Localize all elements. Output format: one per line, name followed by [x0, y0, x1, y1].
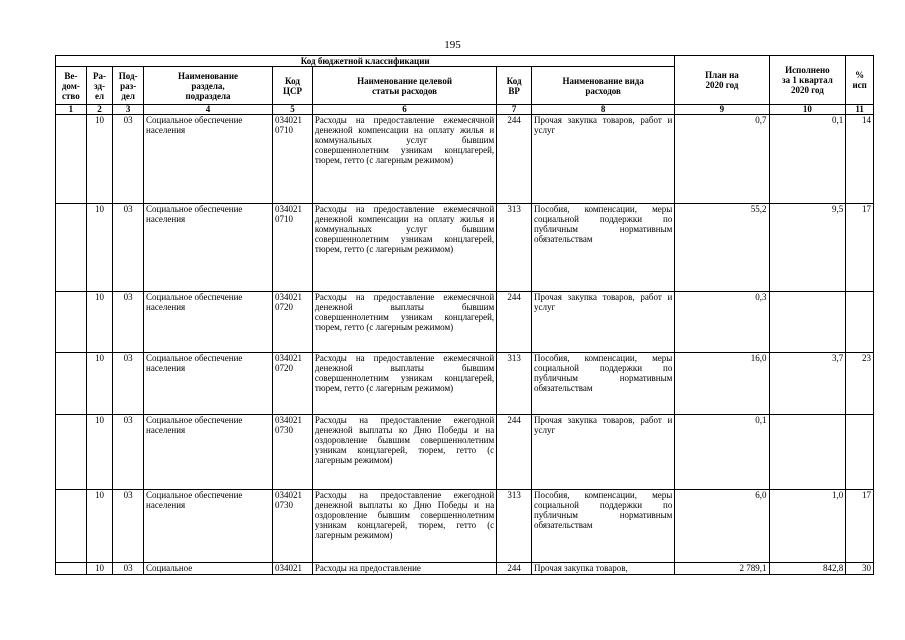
cell-done — [769, 415, 846, 490]
cell-razdel-name: Социальное обеспечение населения — [144, 204, 273, 292]
cell-vedomstvo — [56, 415, 87, 490]
table-row — [56, 292, 874, 353]
cell-podrazdel: 03 — [113, 115, 144, 204]
cell-target-name: Расходы на предоставление ежегодной денежной выплаты ко Дню Победы и на оздоровление бывшим совершеннолетним узникам концлагерей, тюрем, гетто (с лагерным режимом) — [312, 490, 496, 563]
cell-target-name: Расходы на предоставление — [312, 563, 496, 575]
column-numbers-row — [56, 105, 874, 115]
cell-vr: 313 — [497, 204, 532, 292]
cell-csr: 034021 0720 — [273, 353, 313, 415]
cell-vedomstvo — [56, 115, 87, 204]
cell-vr-name: Прочая закупка товаров, — [531, 563, 674, 575]
cell-vedomstvo — [56, 353, 87, 415]
cell-vr-name: Пособия, компенсации, меры социальной поддержки по публичным нормативным обязательствам — [531, 353, 674, 415]
header-group-title: Код бюджетной классификации — [56, 56, 675, 67]
cell-done: 0,1 — [769, 115, 846, 204]
cell-percent — [846, 292, 874, 353]
cell-razdel-name: Социальное обеспечение населения — [144, 115, 273, 204]
cell-vedomstvo — [56, 490, 87, 563]
cell-csr: 034021 — [273, 563, 313, 575]
table-row — [56, 115, 874, 204]
header-col-10: Исполнено за 1 квартал 2020 год — [769, 56, 846, 105]
cell-razdel: 10 — [86, 353, 113, 415]
col-number: 6 — [312, 105, 496, 115]
cell-vr-name: Прочая закупка товаров, работ и услуг — [531, 292, 674, 353]
cell-vedomstvo — [56, 563, 87, 575]
cell-vedomstvo — [56, 292, 87, 353]
col-number: 2 — [86, 105, 113, 115]
cell-percent: 17 — [846, 204, 874, 292]
col-number: 4 — [144, 105, 273, 115]
col-number: 7 — [497, 105, 532, 115]
header-col-9: План на 2020 год — [675, 56, 769, 105]
cell-plan: 6,0 — [675, 490, 769, 563]
table-row — [56, 490, 874, 563]
cell-razdel-name: Социальное обеспечение населения — [144, 292, 273, 353]
cell-vr: 244 — [497, 563, 532, 575]
cell-target-name: Расходы на предоставление ежемесячной денежной выплаты бывшим совершеннолетним узникам концлагерей, тюрем, гетто (с лагерным режимом) — [312, 353, 496, 415]
header-group-row — [56, 56, 874, 67]
cell-target-name: Расходы на предоставление ежемесячной денежной компенсации на оплату жилья и коммунальных услуг бывшим совершеннолетним узникам концлагерей, тюрем, гетто (с лагерным режимом) — [312, 115, 496, 204]
col-number: 3 — [113, 105, 144, 115]
cell-csr: 034021 0720 — [273, 292, 313, 353]
header-col-3: Под- раз- дел — [113, 67, 144, 105]
cell-csr: 034021 0710 — [273, 204, 313, 292]
cell-podrazdel: 03 — [113, 292, 144, 353]
cell-podrazdel: 03 — [113, 204, 144, 292]
cell-done: 1,0 — [769, 490, 846, 563]
cell-target-name: Расходы на предоставление ежегодной денежной выплаты ко Дню Победы и на оздоровление бывшим совершеннолетним узникам концлагерей, тюрем, гетто (с лагерным режимом) — [312, 415, 496, 490]
cell-done — [769, 292, 846, 353]
cell-csr: 034021 0710 — [273, 115, 313, 204]
cell-vedomstvo — [56, 204, 87, 292]
cell-vr: 244 — [497, 115, 532, 204]
cell-percent: 30 — [846, 563, 874, 575]
cell-csr: 034021 0730 — [273, 490, 313, 563]
header-col-6: Наименование целевой статьи расходов — [312, 67, 496, 105]
cell-percent — [846, 415, 874, 490]
cell-vr: 244 — [497, 292, 532, 353]
cell-vr: 313 — [497, 490, 532, 563]
cell-razdel-name: Социальное обеспечение населения — [144, 353, 273, 415]
cell-razdel-name: Социальное — [144, 563, 273, 575]
table-row — [56, 204, 874, 292]
cell-razdel: 10 — [86, 563, 113, 575]
cell-podrazdel: 03 — [113, 490, 144, 563]
cell-target-name: Расходы на предоставление ежемесячной денежной компенсации на оплату жилья и коммунальных услуг бывшим совершеннолетним узникам концлагерей, тюрем, гетто (с лагерным режимом) — [312, 204, 496, 292]
table-row — [56, 563, 874, 575]
table-row — [56, 353, 874, 415]
cell-csr: 034021 0730 — [273, 415, 313, 490]
cell-plan: 0,3 — [675, 292, 769, 353]
col-number: 9 — [675, 105, 769, 115]
header-col-8: Наименование вида расходов — [531, 67, 674, 105]
cell-vr-name: Прочая закупка товаров, работ и услуг — [531, 415, 674, 490]
cell-plan: 55,2 — [675, 204, 769, 292]
header-col-11: % исп — [846, 56, 874, 105]
cell-razdel-name: Социальное обеспечение населения — [144, 415, 273, 490]
cell-razdel: 10 — [86, 204, 113, 292]
cell-razdel: 10 — [86, 415, 113, 490]
cell-done: 3,7 — [769, 353, 846, 415]
col-number: 11 — [846, 105, 874, 115]
header-col-5: Код ЦСР — [273, 67, 313, 105]
cell-vr-name: Прочая закупка товаров, работ и услуг — [531, 115, 674, 204]
cell-vr: 244 — [497, 415, 532, 490]
cell-vr-name: Пособия, компенсации, меры социальной поддержки по публичным нормативным обязательствам — [531, 204, 674, 292]
page-number: 195 — [444, 39, 461, 51]
cell-vr: 313 — [497, 353, 532, 415]
cell-percent: 17 — [846, 490, 874, 563]
cell-plan: 16,0 — [675, 353, 769, 415]
table-row — [56, 415, 874, 490]
cell-percent: 23 — [846, 353, 874, 415]
cell-plan: 0,7 — [675, 115, 769, 204]
col-number: 10 — [769, 105, 846, 115]
header-col-7: Код ВР — [497, 67, 532, 105]
cell-podrazdel: 03 — [113, 415, 144, 490]
cell-plan: 0,1 — [675, 415, 769, 490]
cell-razdel: 10 — [86, 292, 113, 353]
table-body — [56, 115, 874, 575]
col-number: 1 — [56, 105, 87, 115]
header-col-1: Ве- дом- ство — [56, 67, 87, 105]
cell-razdel: 10 — [86, 490, 113, 563]
cell-vr-name: Пособия, компенсации, меры социальной поддержки по публичным нормативным обязательствам — [531, 490, 674, 563]
cell-razdel-name: Социальное обеспечение населения — [144, 490, 273, 563]
header-col-2: Ра- зд- ел — [86, 67, 113, 105]
header-col-4: Наименование раздела, подраздела — [144, 67, 273, 105]
cell-done: 842,8 — [769, 563, 846, 575]
cell-podrazdel: 03 — [113, 353, 144, 415]
budget-table — [55, 55, 874, 575]
cell-razdel: 10 — [86, 115, 113, 204]
cell-podrazdel: 03 — [113, 563, 144, 575]
col-number: 8 — [531, 105, 674, 115]
col-number: 5 — [273, 105, 313, 115]
cell-plan: 2 789,1 — [675, 563, 769, 575]
cell-target-name: Расходы на предоставление ежемесячной денежной выплаты бывшим совершеннолетним узникам концлагерей, тюрем, гетто (с лагерным режимом) — [312, 292, 496, 353]
cell-percent: 14 — [846, 115, 874, 204]
cell-done: 9,5 — [769, 204, 846, 292]
